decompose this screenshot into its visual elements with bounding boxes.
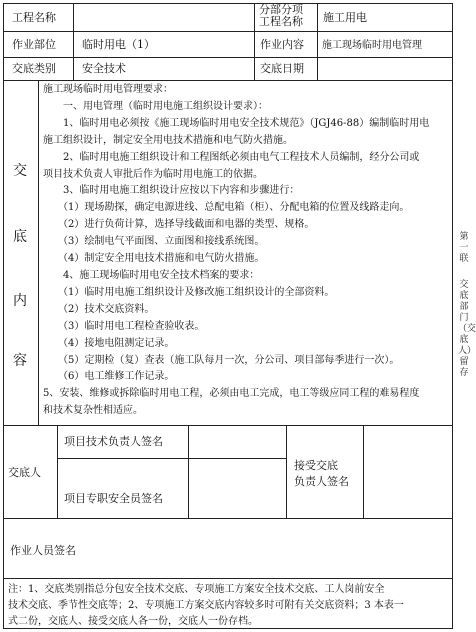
column-divider xyxy=(254,3,255,80)
category-field: 安全技术 xyxy=(82,62,126,75)
content-line: 和技术复杂性相适应。 xyxy=(43,405,143,417)
column-divider xyxy=(317,3,318,80)
work-content-field: 施工现场临时用电管理 xyxy=(322,40,422,51)
date-label: 交底日期 xyxy=(260,62,304,75)
work-unit-field: 临时用电（1） xyxy=(82,38,155,51)
safety-officer-signature-label: 项目专职安全员签名 xyxy=(64,492,163,505)
discloser-label: 交底人 xyxy=(8,466,41,479)
row-divider xyxy=(3,31,453,32)
column-divider xyxy=(73,3,74,80)
content-label-char: 内 xyxy=(13,293,27,309)
content-line: 5、安装、维修或拆除临时用电工程，必须由电工完成，电工等级应同工程的难易程度 xyxy=(43,388,420,400)
content-line: 项目技术负责人审批后作为临时用电施工的依据。 xyxy=(43,168,263,180)
row-divider xyxy=(3,80,453,81)
work-content-label: 作业内容 xyxy=(260,38,304,51)
content-line: （3）临时用电工程检查验收表。 xyxy=(43,320,205,332)
work-unit-label: 作业部位 xyxy=(12,38,56,51)
copy-number-note: 第一联 xyxy=(459,232,469,264)
content-line: 3、临时用电施工组织设计应按以下内容和步骤进行： xyxy=(43,185,300,197)
content-line: （5）定期检（复）查表（施工队每月一次，分公司、项目部每季进行一次）。 xyxy=(43,354,400,366)
content-label-char: 底 xyxy=(13,229,27,245)
copy-retention-note: 交底部门（交底人）留存 xyxy=(458,280,476,378)
content-line: 1、临时用电必须按《施工现场临时用电安全技术规范》（JGJ46-88）编制临时用电 xyxy=(43,117,430,129)
content-line: （2）进行负荷计算，选择导线截面和电器的类型、规格。 xyxy=(43,219,315,231)
content-line: （4）制定安全用电技术措施和电气防火措施。 xyxy=(43,253,265,265)
row-divider xyxy=(3,57,453,58)
column-divider xyxy=(57,425,58,518)
row-divider xyxy=(57,458,286,459)
column-divider xyxy=(363,425,364,518)
content-line: （2）技术交底资料。 xyxy=(43,303,155,315)
row-divider xyxy=(3,425,453,426)
content-label-char: 交 xyxy=(13,163,27,179)
row-divider xyxy=(3,518,453,519)
subproject-field: 施工用电 xyxy=(323,11,367,24)
content-line: 4、施工现场临时用电安全技术档案的要求： xyxy=(43,269,260,281)
content-line: 施工组织设计，制定安全用电技术措施和电气防火措施。 xyxy=(43,134,293,146)
content-line: （4）接地电阻测定记录。 xyxy=(43,337,175,349)
tech-lead-signature-label: 项目技术负责人签名 xyxy=(64,435,163,448)
content-line: 2、临时用电施工组织设计和工程图纸必须由电气工程技术人员编制，经分公司或 xyxy=(43,151,420,163)
content-line: （1）现场勘探，确定电源进线、总配电箱（柜）、分配电箱的位置及线路走向。 xyxy=(43,202,410,214)
column-divider xyxy=(188,425,189,518)
form-footnote: 注：1、交底类别指总分包安全技术交底、专项施工方案安全技术交底、工人岗前安全 技术交底、季节性交底等；2、专项施工方案交底内容较多时可附有关交底资料；3 本表一 式二份，交底人、接受交底人各一份，交底人一份存档。 xyxy=(8,584,404,627)
subproject-label: 分部分项 工程名称 xyxy=(259,3,303,28)
content-line: 施工现场临时用电管理要求： xyxy=(43,84,173,95)
column-divider xyxy=(286,425,287,518)
disclosure-content xyxy=(43,82,447,420)
category-label: 交底类别 xyxy=(12,62,56,75)
content-line: （6）电工维修工作记录。 xyxy=(43,371,175,383)
column-divider xyxy=(38,80,39,425)
content-line: 一、用电管理（临时用电施工组织设计要求）： xyxy=(43,100,268,112)
row-divider xyxy=(3,578,453,579)
project-name-label: 工程名称 xyxy=(12,11,56,24)
content-line: （1）临时用电施工组织设计及修改施工组织设计的全部资料。 xyxy=(43,286,335,298)
content-line: （3）绘制电气平面图、立面图和接线系统图。 xyxy=(43,236,265,248)
receiver-signature-label: 接受交底 负责人签名 xyxy=(294,459,349,488)
content-label-char: 容 xyxy=(13,353,27,369)
workers-signature-label: 作业人员签名 xyxy=(10,544,76,557)
